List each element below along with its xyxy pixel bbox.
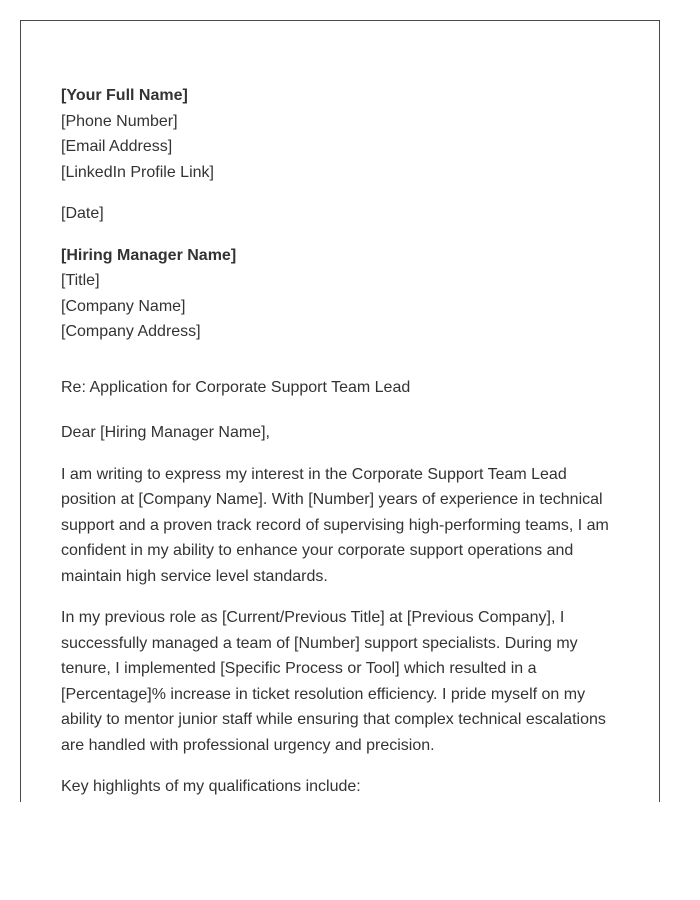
recipient-title: [Title] [61, 272, 100, 289]
sender-block [61, 83, 621, 185]
letter-body [61, 83, 621, 800]
paragraph-highlights-intro: Key highlights of my qualifications include: [61, 778, 361, 795]
recipient-name: [Hiring Manager Name] [61, 246, 237, 264]
paragraph-intro: I am writing to express my interest in the Corporate Support Team Lead position at [Company Name]. With [Number] years of experience in technical support and a proven track record of supervising high-performing teams, I am confident in my ability to enhance your corporate support operations and maintain high service level standards. [61, 465, 609, 585]
sender-phone: [Phone Number] [61, 112, 178, 130]
sender-linkedin: [LinkedIn Profile Link] [61, 163, 214, 181]
letter-date: [Date] [61, 205, 104, 222]
recipient-address: [Company Address] [61, 323, 201, 340]
subject-block [61, 375, 621, 401]
recipient-company: [Company Name] [61, 297, 186, 315]
recipient-block [61, 243, 621, 345]
salutation: Dear [Hiring Manager Name], [61, 424, 270, 441]
paragraph-experience: In my previous role as [Current/Previous Title] at [Previous Company], I successfully managed a team of [Number] support specialists. During my tenure, I implemented [Specific Process or Tool] which resulted in a [Percentage]% increase in ticket resolution efficiency. I pride myself on my ability to mentor junior staff while ensuring that complex technical escalations are handled with professional urgency and precision. [61, 609, 606, 754]
subject-line: Re: Application for Corporate Support Team Lead [61, 378, 411, 396]
sender-email: [Email Address] [61, 138, 173, 155]
sender-name: [Your Full Name] [61, 87, 188, 104]
letter-page [20, 20, 660, 802]
date-block [61, 201, 621, 227]
salutation-block [61, 420, 621, 446]
